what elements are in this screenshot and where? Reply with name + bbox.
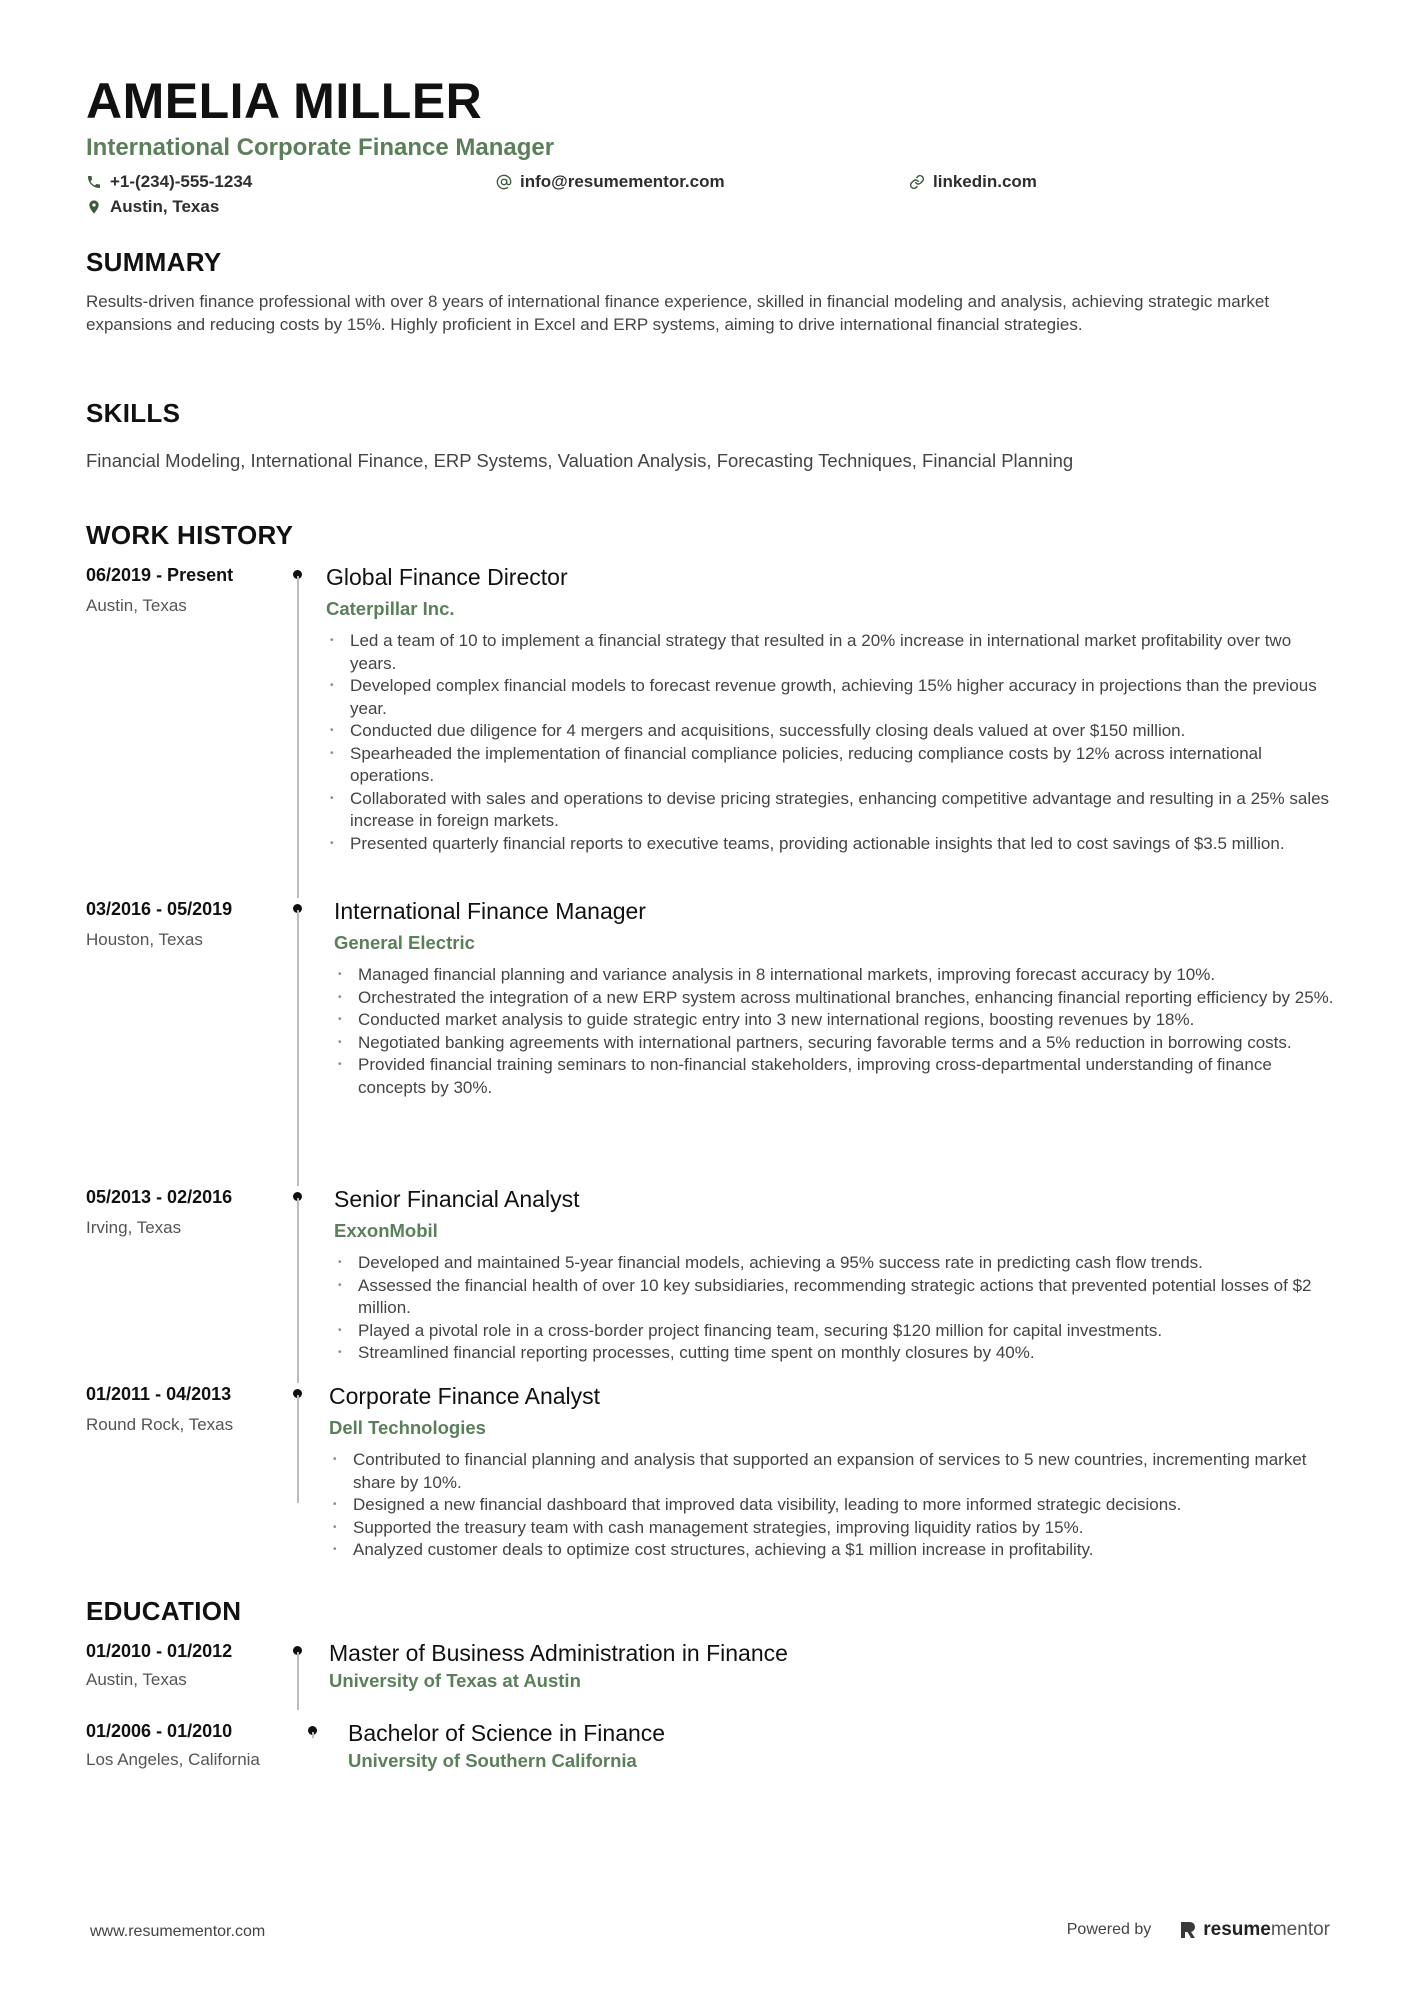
education-section: [86, 1598, 1336, 1790]
job-bullets: [334, 1252, 1336, 1365]
at-sign-icon: [496, 174, 512, 190]
work-entry-meta: [86, 1186, 286, 1383]
job-bullet: • Designed a new financial dashboard that improved data visibility, leading to more informed strategic decisions.: [329, 1494, 1336, 1517]
job-bullet: • Supported the treasury team with cash management strategies, improving liquidity ratios by 15%.: [329, 1517, 1336, 1540]
work-location: Austin, Texas: [86, 596, 187, 615]
contact-linkedin[interactable]: [909, 172, 1037, 192]
summary-section: [86, 249, 1336, 336]
job-bullet: • Spearheaded the implementation of financial compliance policies, reducing compliance costs by 12% across international operations.: [326, 743, 1336, 788]
education-dates: 01/2006 - 01/2010: [86, 1721, 233, 1741]
timeline-line: [297, 910, 299, 1186]
work-entry-details: [329, 1383, 1336, 1559]
work-entry-meta: [86, 898, 286, 1186]
job-bullet: • Orchestrated the integration of a new ERP system across multinational branches, enhancing financial reporting efficiency by 25%.: [334, 987, 1336, 1010]
contact-location: [86, 197, 219, 217]
education-timeline: [86, 1640, 1336, 1790]
candidate-title: International Corporate Finance Manager: [86, 134, 555, 161]
work-history-heading: WORK HISTORY: [86, 520, 294, 550]
summary-heading: SUMMARY: [86, 247, 222, 277]
education-location: Los Angeles, California: [86, 1750, 260, 1769]
brand-logo[interactable]: [1179, 1919, 1330, 1941]
work-entry: [86, 564, 1336, 898]
skills-heading: SKILLS: [86, 398, 181, 428]
job-bullets: [334, 964, 1336, 1099]
timeline-rail: [286, 1640, 329, 1720]
job-bullet: • Negotiated banking agreements with international partners, securing favorable terms and a 5% reduction in borrowing costs.: [334, 1032, 1336, 1055]
timeline-line: [297, 1395, 299, 1503]
work-dates: 06/2019 - Present: [86, 565, 234, 585]
job-bullet: • Streamlined financial reporting processes, cutting time spent on monthly closures by 40%.: [334, 1342, 1336, 1365]
job-bullet: • Developed complex financial models to forecast revenue growth, achieving 15% higher accuracy in projections than the previous year.: [326, 675, 1336, 720]
timeline-rail: [286, 898, 334, 1186]
footer-branding: [1067, 1919, 1330, 1941]
work-dates: 05/2013 - 02/2016: [86, 1187, 233, 1207]
contact-email[interactable]: [496, 172, 725, 192]
job-bullet: • Collaborated with sales and operations to devise pricing strategies, enhancing competitive advantage and resulting in a 25% sales increase in foreign markets.: [326, 788, 1336, 833]
email-text[interactable]: info@resumementor.com: [520, 171, 725, 191]
education-entry: [86, 1720, 1336, 1790]
timeline-line: [297, 1652, 299, 1710]
school-name: University of Southern California: [348, 1750, 637, 1771]
work-entry-details: [334, 1186, 1336, 1383]
education-dates: 01/2010 - 01/2012: [86, 1641, 233, 1661]
timeline-rail: [286, 564, 326, 898]
degree-name: Bachelor of Science in Finance: [348, 1720, 666, 1746]
job-bullet: • Conducted due diligence for 4 mergers and acquisitions, successfully closing deals valued at over $150 million.: [326, 720, 1336, 743]
footer-website[interactable]: www.resumementor.com: [90, 1923, 266, 1940]
job-bullet: • Conducted market analysis to guide strategic entry into 3 new international regions, boosting revenues by 18%.: [334, 1009, 1336, 1032]
job-role: Senior Financial Analyst: [334, 1186, 580, 1212]
work-timeline: [86, 564, 1336, 1559]
company-name: General Electric: [334, 932, 475, 953]
work-entry-details: [334, 898, 1336, 1186]
education-location: Austin, Texas: [86, 1670, 187, 1689]
job-role: Global Finance Director: [326, 564, 568, 590]
timeline-line: [297, 1198, 299, 1383]
map-pin-icon: [86, 199, 102, 215]
resumementor-logo-icon: [1179, 1920, 1197, 1940]
work-entry: [86, 898, 1336, 1186]
timeline-rail: [286, 1383, 329, 1543]
work-entry: [86, 1383, 1336, 1559]
school-name: University of Texas at Austin: [329, 1670, 581, 1691]
work-location: Irving, Texas: [86, 1218, 182, 1237]
brand-name-light: mentor: [1270, 1919, 1330, 1940]
skills-section: [86, 400, 1336, 472]
work-location: Round Rock, Texas: [86, 1415, 234, 1434]
education-entry: [86, 1640, 1336, 1720]
work-entry-details: [326, 564, 1336, 898]
education-heading: EDUCATION: [86, 1596, 242, 1626]
timeline-rail: [286, 1720, 348, 1790]
job-role: Corporate Finance Analyst: [329, 1383, 601, 1409]
work-entry-meta: [86, 564, 286, 898]
linkedin-text[interactable]: linkedin.com: [933, 171, 1037, 191]
job-bullet: • Assessed the financial health of over 10 key subsidiaries, recommending strategic actions that prevented potential losses of $2 million.: [334, 1275, 1336, 1320]
work-dates: 03/2016 - 05/2019: [86, 899, 233, 919]
timeline-line: [312, 1732, 314, 1738]
summary-text: Results-driven finance professional with over 8 years of international finance experience, skilled in financial modeling and analysis, achieving strategic market expansions and reducing costs by 15%. Highly proficient in Excel and ERP systems, aiming to drive international financial strategies.: [86, 292, 1270, 334]
job-bullets: [329, 1449, 1336, 1562]
work-dates: 01/2011 - 04/2013: [86, 1384, 232, 1404]
brand-name-bold: resume: [1203, 1919, 1271, 1940]
location-text: Austin, Texas: [110, 196, 220, 216]
degree-name: Master of Business Administration in Finance: [329, 1640, 788, 1666]
job-bullet: • Led a team of 10 to implement a financial strategy that resulted in a 20% increase in international market profitability over two years.: [326, 630, 1336, 675]
company-name: Caterpillar Inc.: [326, 598, 455, 619]
work-location: Houston, Texas: [86, 930, 203, 949]
powered-by-text: Powered by: [1066, 1921, 1152, 1938]
job-bullet: • Developed and maintained 5-year financial models, achieving a 95% success rate in predicting cash flow trends.: [334, 1252, 1336, 1275]
education-entry-details: [329, 1640, 1336, 1720]
company-name: Dell Technologies: [329, 1417, 486, 1438]
job-bullet: • Analyzed customer deals to optimize cost structures, achieving a $1 million increase in profitability.: [329, 1539, 1336, 1562]
company-name: ExxonMobil: [334, 1220, 438, 1241]
education-entry-meta: [86, 1720, 286, 1790]
job-bullet: • Managed financial planning and variance analysis in 8 international markets, improving forecast accuracy by 10%.: [334, 964, 1336, 987]
resume-header: [86, 70, 1336, 220]
contact-info: [86, 168, 1336, 220]
job-role: International Finance Manager: [334, 898, 646, 924]
work-entry-meta: [86, 1383, 286, 1543]
job-bullet: • Played a pivotal role in a cross-border project financing team, securing $120 million for capital investments.: [334, 1320, 1336, 1343]
timeline-rail: [286, 1186, 334, 1383]
work-entry: [86, 1186, 1336, 1383]
job-bullet: • Provided financial training seminars to non-financial stakeholders, improving cross-departmental understanding of finance concepts by 30%.: [334, 1054, 1336, 1099]
timeline-line: [297, 576, 299, 898]
job-bullet: • Contributed to financial planning and analysis that supported an expansion of services to 5 new countries, incrementing market share by 10%.: [329, 1449, 1336, 1494]
job-bullets: [326, 630, 1336, 855]
candidate-name: AMELIA MILLER: [86, 73, 483, 129]
phone-text: +1-(234)-555-1234: [110, 171, 253, 191]
contact-phone: [86, 172, 252, 192]
work-history-section: [86, 520, 1336, 1559]
phone-icon: [86, 174, 102, 190]
link-icon: [909, 174, 925, 190]
education-entry-meta: [86, 1640, 286, 1720]
education-entry-details: [348, 1720, 1336, 1790]
skills-text: Financial Modeling, International Finance, ERP Systems, Valuation Analysis, Forecasting Techniques, Financial Planning: [86, 450, 1074, 471]
job-bullet: • Presented quarterly financial reports to executive teams, providing actionable insights that led to cost savings of $3.5 million.: [326, 833, 1336, 856]
